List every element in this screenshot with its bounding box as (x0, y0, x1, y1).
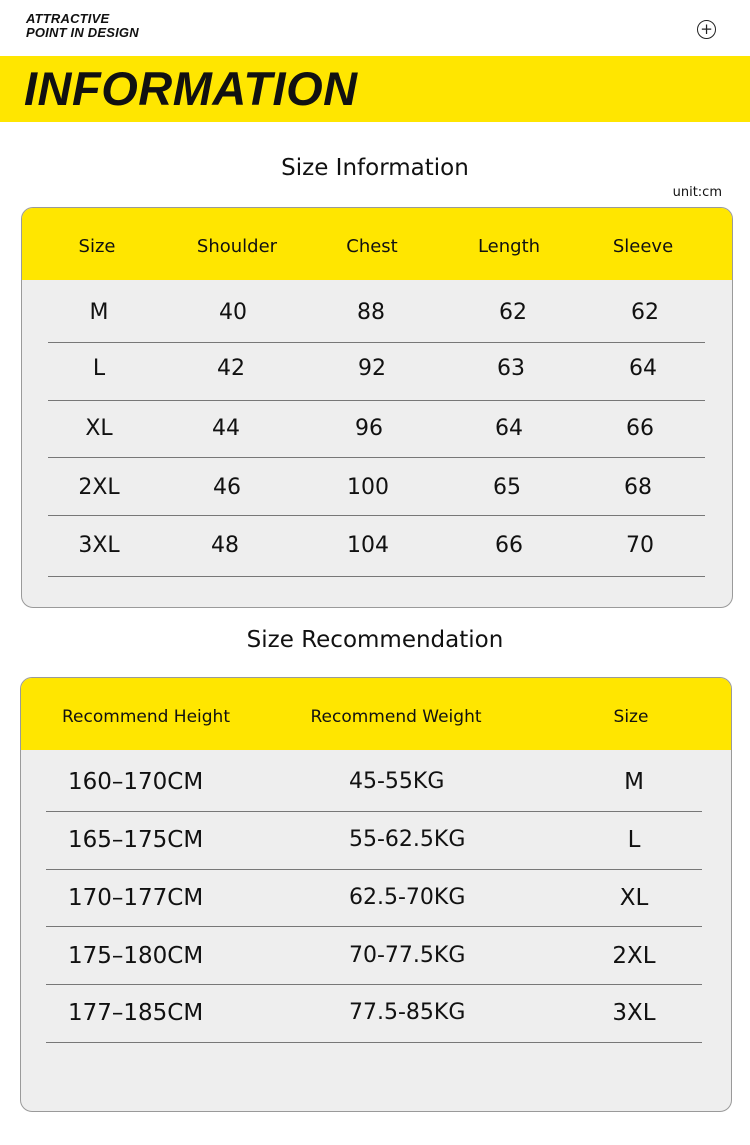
row-divider (48, 515, 705, 516)
sleeve-cell: 62 (631, 300, 659, 325)
length-cell: 64 (495, 416, 523, 441)
size-info-table (21, 207, 733, 608)
chest-cell: 96 (355, 416, 383, 441)
height-cell: 175–180CM (68, 943, 204, 969)
row-divider (48, 576, 705, 577)
height-cell: 160–170CM (68, 769, 204, 795)
column-header-size: Size (613, 707, 649, 727)
sleeve-cell: 66 (626, 416, 654, 441)
shoulder-cell: 42 (217, 356, 245, 381)
tagline-line-2: POINT IN DESIGN (26, 25, 139, 40)
weight-cell: 70-77.5KG (349, 943, 466, 968)
size-cell: M (624, 769, 644, 795)
chest-cell: 88 (357, 300, 385, 325)
shoulder-cell: 44 (212, 416, 240, 441)
size-cell: XL (619, 885, 649, 911)
column-header-length: Length (477, 236, 541, 257)
size-cell: L (92, 356, 106, 381)
height-cell: 177–185CM (68, 1000, 204, 1026)
shoulder-cell: 48 (211, 533, 239, 558)
chest-cell: 92 (358, 356, 386, 381)
row-divider (46, 926, 702, 927)
length-cell: 62 (499, 300, 527, 325)
size-cell: 2XL (78, 475, 120, 500)
shoulder-cell: 46 (213, 475, 241, 500)
sleeve-cell: 70 (626, 533, 654, 558)
size-cell: 2XL (612, 943, 656, 969)
row-divider (48, 400, 705, 401)
size-cell: M (89, 300, 109, 325)
size-cell: 3XL (612, 1000, 656, 1026)
column-header-size: Size (78, 236, 116, 257)
column-header-sleeve: Sleeve (612, 236, 674, 257)
size-rec-title: Size Recommendation (246, 627, 504, 653)
size-info-header (22, 208, 732, 280)
unit-label: unit:cm (672, 185, 722, 200)
row-divider (48, 342, 705, 343)
length-cell: 66 (495, 533, 523, 558)
row-divider (48, 457, 705, 458)
weight-cell: 77.5-85KG (349, 1000, 466, 1025)
plus-circle-icon[interactable]: + (697, 20, 716, 39)
length-cell: 65 (493, 475, 521, 500)
size-rec-table (20, 677, 732, 1112)
height-cell: 165–175CM (68, 827, 204, 853)
tagline-line-1: ATTRACTIVE (26, 11, 110, 26)
column-header-weight: Recommend Weight (310, 707, 482, 727)
size-cell: XL (85, 416, 113, 441)
length-cell: 63 (497, 356, 525, 381)
height-cell: 170–177CM (68, 885, 204, 911)
sleeve-cell: 64 (629, 356, 657, 381)
banner-title: INFORMATION (24, 62, 358, 115)
column-header-shoulder: Shoulder (196, 236, 278, 257)
row-divider (46, 811, 702, 812)
sleeve-cell: 68 (624, 475, 652, 500)
row-divider (46, 1042, 702, 1043)
tagline (26, 12, 139, 40)
chest-cell: 100 (347, 475, 389, 500)
size-info-title: Size Information (281, 155, 469, 181)
size-rec-header (21, 678, 731, 750)
column-header-chest: Chest (346, 236, 398, 257)
row-divider (46, 869, 702, 870)
weight-cell: 55-62.5KG (349, 827, 466, 852)
chest-cell: 104 (347, 533, 389, 558)
size-cell: L (627, 827, 641, 853)
weight-cell: 45-55KG (349, 769, 445, 794)
shoulder-cell: 40 (219, 300, 247, 325)
size-cell: 3XL (78, 533, 120, 558)
weight-cell: 62.5-70KG (349, 885, 466, 910)
row-divider (46, 984, 702, 985)
column-header-height: Recommend Height (62, 707, 230, 727)
